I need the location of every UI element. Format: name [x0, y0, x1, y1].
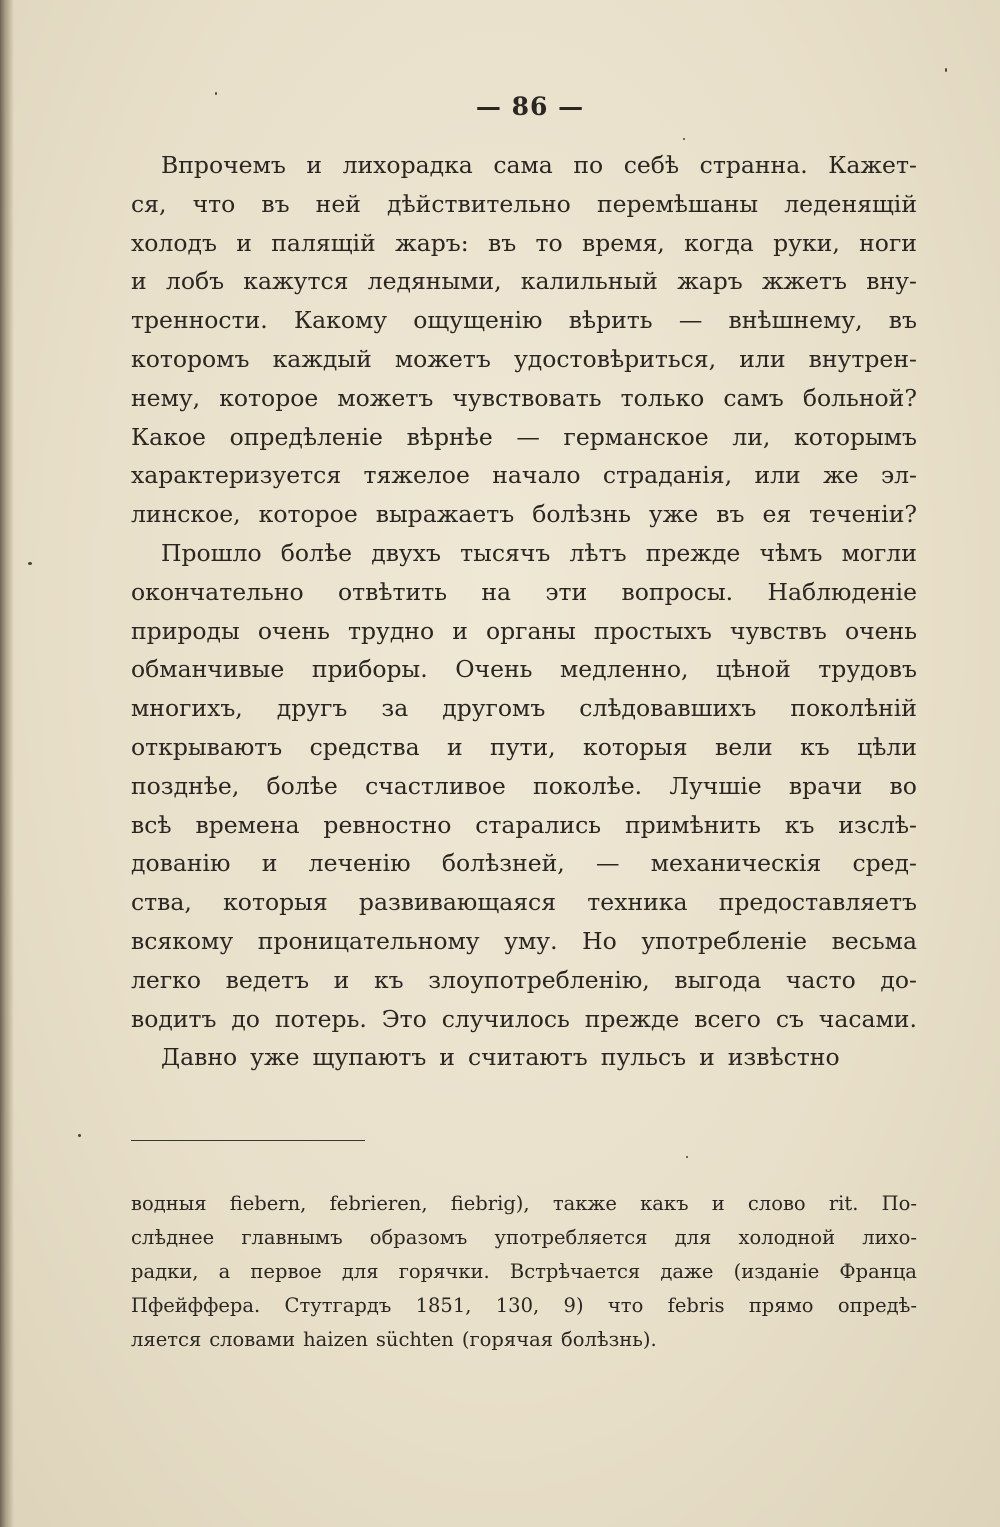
word: (горячая — [461, 1328, 554, 1351]
word: холодъ — [131, 228, 217, 257]
text-line — [131, 224, 917, 263]
word: прямо — [748, 1294, 814, 1317]
word: опредѣленіе — [229, 422, 383, 451]
word: haizen — [303, 1328, 368, 1351]
word: Какому — [293, 306, 388, 335]
word: süchten — [375, 1328, 454, 1351]
word: медленно, — [560, 655, 689, 684]
word: Прошло — [161, 538, 262, 567]
ink-speck — [683, 138, 685, 140]
word: Но — [582, 926, 617, 955]
word: за — [381, 694, 409, 723]
word: всѣ — [131, 810, 172, 839]
word: открываютъ — [131, 732, 283, 761]
word: природы — [131, 616, 240, 645]
word: теченіи? — [809, 500, 917, 529]
word: вѣрить — [568, 306, 653, 335]
word: лихорадка — [342, 151, 473, 179]
word: леченію — [308, 849, 411, 878]
text-line — [131, 612, 917, 651]
word: даже — [660, 1260, 714, 1283]
word: rit. — [828, 1192, 859, 1215]
word: опредѣ- — [837, 1294, 917, 1317]
word: болѣзней, — [441, 849, 565, 878]
word: и — [306, 151, 323, 179]
word: и — [699, 1043, 715, 1072]
footnote-line — [131, 1289, 917, 1323]
word: механическія — [650, 849, 822, 878]
word: къ — [800, 732, 830, 761]
word: самъ — [723, 383, 784, 412]
word: и — [452, 616, 468, 645]
word: вопросы. — [621, 577, 734, 606]
footnote-line — [131, 1187, 917, 1221]
word: примѣнить — [624, 810, 761, 839]
word: вели — [714, 732, 773, 761]
word: также — [552, 1192, 617, 1215]
word: же — [823, 461, 859, 490]
word: двухъ — [371, 538, 441, 567]
word: нему, — [131, 383, 201, 412]
word: (изданіе — [733, 1260, 820, 1283]
text-line — [131, 1000, 917, 1039]
footnote-line — [131, 1221, 917, 1255]
word: очень — [257, 616, 330, 645]
word: то — [535, 228, 563, 257]
word: или — [754, 461, 801, 490]
text-line — [131, 883, 917, 922]
word: пульсъ — [600, 1043, 687, 1072]
word: считаютъ — [467, 1043, 588, 1072]
text-line — [131, 689, 917, 728]
word: — — [596, 849, 620, 878]
word: febrieren, — [329, 1192, 428, 1215]
ink-speck — [686, 1156, 688, 1158]
word: дованію — [131, 849, 231, 878]
word: могли — [841, 538, 917, 567]
word: всего — [694, 1004, 761, 1033]
text-line — [131, 650, 917, 689]
word: водныя — [131, 1192, 207, 1215]
word: врачи — [788, 771, 863, 800]
page-spine-shadow — [0, 0, 14, 1527]
text-line — [131, 573, 917, 612]
word: — — [678, 306, 703, 335]
word: извѣстно — [727, 1043, 840, 1072]
footnote-text — [131, 1187, 917, 1357]
word: жаръ: — [395, 228, 469, 257]
word: какъ — [640, 1192, 689, 1215]
word: и — [236, 228, 252, 257]
word: изслѣ- — [838, 810, 917, 839]
word: 1851, — [415, 1294, 472, 1317]
word: пути, — [490, 732, 556, 761]
word: линское, — [131, 500, 241, 529]
word: для — [341, 1260, 379, 1283]
word: По- — [881, 1192, 917, 1215]
word: ощущенію — [413, 306, 543, 335]
word: характеризуется — [131, 461, 342, 490]
word: поколѣній — [790, 694, 917, 723]
text-line — [131, 340, 917, 379]
word: болѣзнь). — [561, 1328, 657, 1351]
word: легко — [131, 965, 201, 994]
word: жжетъ — [761, 267, 848, 296]
word: себѣ — [623, 151, 680, 179]
word: образомъ — [369, 1226, 468, 1249]
word: другъ — [276, 694, 348, 723]
word: эл- — [880, 461, 917, 490]
word: Лучшіе — [669, 771, 762, 800]
word: когда — [684, 228, 754, 257]
word: трудовъ — [818, 655, 917, 684]
word: больной? — [802, 383, 917, 412]
word: позднѣе, — [131, 771, 240, 800]
word: отвѣтить — [337, 577, 447, 606]
word: словами — [209, 1328, 296, 1351]
word: fiebern, — [229, 1192, 307, 1215]
word: болѣе — [280, 538, 353, 567]
word: лѣтъ — [569, 538, 627, 567]
word: весьма — [831, 926, 917, 955]
word: сред- — [852, 849, 917, 878]
word: для — [674, 1226, 712, 1249]
word: и — [446, 732, 463, 761]
word: чувствовать — [452, 383, 602, 412]
word: Впрочемъ — [161, 151, 286, 179]
footnote-line — [131, 1323, 917, 1357]
word: каждый — [272, 344, 372, 373]
word: время, — [582, 228, 665, 257]
text-line — [131, 1038, 917, 1077]
word: лобъ — [165, 267, 225, 296]
word: уму. — [504, 926, 558, 955]
body-text — [131, 146, 917, 1077]
word: цѣной — [715, 655, 791, 684]
word: выгода — [674, 965, 762, 994]
word: ведетъ — [225, 965, 310, 994]
word: леденящій — [784, 189, 917, 218]
word: ноги — [859, 228, 917, 257]
word: въ — [888, 306, 917, 335]
word: чѣмъ — [759, 538, 823, 567]
word: ли, — [732, 422, 771, 451]
word: средства — [309, 732, 420, 761]
word: Это — [381, 1004, 427, 1033]
word: слѣднее — [131, 1226, 215, 1249]
word: которыя — [223, 888, 328, 917]
word: Кажет- — [828, 151, 917, 179]
word: febris — [667, 1294, 725, 1317]
word: и — [261, 849, 278, 878]
word: что — [607, 1294, 644, 1317]
footnote-line — [131, 1255, 917, 1289]
ink-speck — [28, 562, 32, 565]
word: цѣли — [857, 732, 917, 761]
word: употребляется — [494, 1226, 648, 1249]
word: и — [439, 1043, 455, 1072]
ink-speck — [945, 68, 947, 72]
word: приборы. — [311, 655, 428, 684]
footnote-separator — [131, 1140, 365, 1141]
word: другомъ — [442, 694, 546, 723]
word: главнымъ — [241, 1226, 343, 1249]
word: многихъ, — [131, 694, 243, 723]
word: счастливое — [365, 771, 506, 800]
word: къ — [373, 965, 404, 994]
word: сама — [493, 151, 553, 179]
word: уже — [250, 1043, 300, 1072]
word: 130, — [495, 1294, 540, 1317]
word: горячки. — [398, 1260, 490, 1283]
word: проницательному — [257, 926, 480, 955]
word: вну- — [866, 267, 917, 296]
text-line — [131, 262, 917, 301]
word: Встрѣчается — [509, 1260, 641, 1283]
word: которыя — [583, 732, 688, 761]
word: можетъ — [337, 383, 434, 412]
word: и — [711, 1192, 725, 1215]
word: которымъ — [794, 422, 917, 451]
word: Давно — [161, 1043, 238, 1072]
word: старались — [475, 810, 602, 839]
word: ней — [315, 189, 361, 218]
word: очень — [844, 616, 917, 645]
word: жаръ — [677, 267, 743, 296]
word: 9) — [563, 1294, 584, 1317]
word: лихо- — [862, 1226, 917, 1249]
word: водитъ — [131, 1004, 217, 1033]
word: ства, — [131, 888, 192, 917]
word: прежде — [584, 1004, 680, 1033]
word: прежде — [645, 538, 741, 567]
word: обманчивые — [131, 655, 285, 684]
word: внутрен- — [808, 344, 917, 373]
word: Какое — [131, 422, 206, 451]
word: слѣдовавшихъ — [579, 694, 757, 723]
word: часами. — [818, 1004, 917, 1033]
word: техника — [587, 888, 688, 917]
word: всякому — [131, 926, 234, 955]
word: выражаетъ — [375, 500, 515, 529]
word: странна. — [699, 151, 808, 179]
word: трудно — [347, 616, 435, 645]
word: палящій — [271, 228, 376, 257]
word: ея — [762, 500, 792, 529]
word: чувствъ — [729, 616, 827, 645]
page-number: — 86 — — [475, 92, 585, 121]
word: и — [131, 267, 147, 296]
word: можетъ — [394, 344, 491, 373]
word: съ — [775, 1004, 804, 1033]
word: употребленіе — [641, 926, 808, 955]
word: злоупотребленію, — [428, 965, 650, 994]
word: эти — [545, 577, 588, 606]
ink-speck — [78, 1134, 81, 1137]
text-line — [131, 301, 917, 340]
word: ледяными, — [367, 267, 502, 296]
text-line — [131, 922, 917, 961]
word: германское — [563, 422, 709, 451]
word: только — [620, 383, 705, 412]
word: на — [481, 577, 512, 606]
word: которое — [219, 383, 319, 412]
word: болѣзнь — [532, 500, 631, 529]
word: развивающаяся — [358, 888, 557, 917]
word: ляется — [131, 1328, 202, 1351]
word: — — [516, 422, 540, 451]
word: внѣшнему, — [728, 306, 863, 335]
text-line — [131, 146, 917, 185]
word: тысячъ — [460, 538, 551, 567]
word: что — [192, 189, 236, 218]
word: вѣрнѣе — [406, 422, 493, 451]
word: болѣе — [266, 771, 338, 800]
word: Наблюденіе — [767, 577, 917, 606]
word: къ — [784, 810, 815, 839]
word: удостовѣриться, — [513, 344, 717, 373]
word: ревностно — [323, 810, 452, 839]
word: времена — [195, 810, 300, 839]
word: до — [231, 1004, 260, 1033]
word: Очень — [455, 655, 533, 684]
word: Стутгардъ — [284, 1294, 392, 1317]
text-line — [131, 767, 917, 806]
word: щупаютъ — [312, 1043, 427, 1072]
word: окончательно — [131, 577, 304, 606]
word: уже — [648, 500, 699, 529]
text-line — [131, 418, 917, 457]
word: кажутся — [243, 267, 349, 296]
text-line — [131, 961, 917, 1000]
word: руки, — [773, 228, 840, 257]
word: и — [333, 965, 350, 994]
word: радки, — [131, 1260, 199, 1283]
word: Пфейффера. — [131, 1294, 261, 1317]
word: Франца — [839, 1260, 917, 1283]
text-line — [131, 844, 917, 883]
word: дѣйствительно — [387, 189, 571, 218]
word: слово — [747, 1192, 806, 1215]
word: предоставляетъ — [718, 888, 917, 917]
word: первое — [250, 1260, 322, 1283]
text-line — [131, 456, 917, 495]
text-line — [131, 185, 917, 224]
word: fiebrig), — [450, 1192, 530, 1215]
text-line — [131, 495, 917, 534]
text-line — [131, 379, 917, 418]
text-line — [131, 534, 917, 573]
word: тяжелое — [363, 461, 470, 490]
word: а — [218, 1260, 231, 1283]
word: которомъ — [131, 344, 250, 373]
word: часто — [785, 965, 856, 994]
word: простыхъ — [593, 616, 712, 645]
word: по — [573, 151, 604, 179]
word: въ — [716, 500, 745, 529]
word: въ — [487, 228, 517, 257]
word: потерь. — [274, 1004, 367, 1033]
word: поколѣе. — [533, 771, 643, 800]
text-line — [131, 806, 917, 845]
ink-speck — [215, 92, 217, 95]
word: страданія, — [602, 461, 733, 490]
word: которое — [258, 500, 358, 529]
word: ся, — [131, 189, 167, 218]
word: органы — [485, 616, 576, 645]
word: или — [739, 344, 786, 373]
word: случилось — [441, 1004, 570, 1033]
word: тренности. — [131, 306, 268, 335]
word: въ — [261, 189, 290, 218]
text-line — [131, 728, 917, 767]
word: перемѣшаны — [596, 189, 759, 218]
word: холодной — [738, 1226, 836, 1249]
word: до- — [880, 965, 917, 994]
word: начало — [492, 461, 581, 490]
word: во — [889, 771, 917, 800]
word: калильный — [520, 267, 658, 296]
